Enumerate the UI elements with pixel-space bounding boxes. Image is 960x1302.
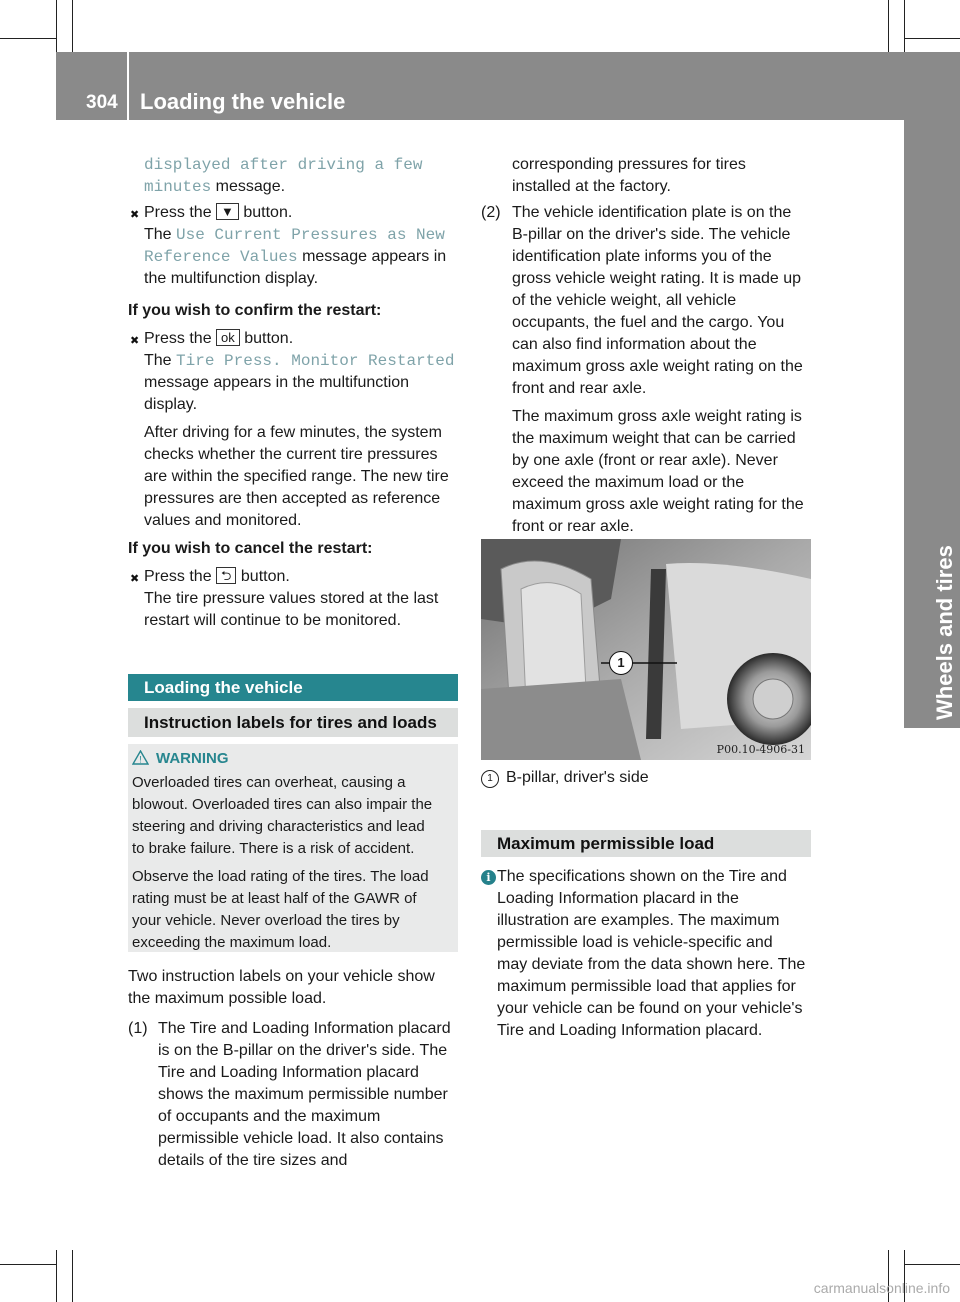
display-message: minutes <box>144 178 212 196</box>
confirm-heading: If you wish to confirm the restart: <box>128 302 382 319</box>
crop-mark <box>0 1264 56 1265</box>
crop-mark <box>56 0 57 52</box>
display-message: displayed after driving a few <box>144 156 423 174</box>
list-item: The Tire and Loading Information placard is on the B-pillar on the driver's side. The Tire and Loading Information placard shows the maximum permissible number of occupants and the maximum permissible vehicle load. It also contains details of the tire sizes and <box>158 1020 451 1169</box>
list-item-number: (2) <box>481 204 501 221</box>
crop-mark <box>72 0 73 52</box>
section-heading: Loading the vehicle <box>128 674 458 701</box>
crop-mark <box>904 0 905 52</box>
step-arrow-icon: ✖ <box>130 209 140 221</box>
cancel-heading: If you wish to cancel the restart: <box>128 540 373 557</box>
display-message: Tire Press. Monitor Restarted <box>176 352 455 370</box>
info-text: The specifications shown on the Tire and Loading Information placard in the illustration are examples. The maximum permissible load is vehicle-specific and may deviate from the data shown here. The maximum permissible load that applies for your vehicle can be found on your vehicle's Tire and Loading Information placard. <box>497 868 806 1039</box>
crop-mark <box>904 38 960 39</box>
page-title: Loading the vehicle <box>140 89 346 114</box>
subsection-heading: Instruction labels for tires and loads <box>128 708 458 737</box>
warning-triangle-icon <box>132 750 149 770</box>
step-new-reference: Press the ▼ button. The Use Current Pressures as New Reference Values message appears in the multifunction display. <box>144 204 447 287</box>
crop-mark <box>56 1250 57 1302</box>
continued-message: displayed after driving a few minutes message. <box>144 156 423 196</box>
subsection-heading: Maximum permissible load <box>481 830 811 857</box>
crop-mark <box>72 1250 73 1302</box>
page-number: 304 <box>86 92 118 113</box>
b-pillar-photo <box>481 539 811 760</box>
crop-mark <box>888 0 889 52</box>
list-item: The vehicle identification plate is on the B-pillar on the driver's side. The vehicle identification plate informs you of the gross vehicle weight rating. It is made up of the vehicle weight, all vehicle occupants, the fuel and the cargo. You can also find information about the maximum gross axle weight rating on the front and rear axle. The maximum gross axle weight rating is the maximum weight that can be carried by one axle (front or rear axle). Never exceed the maximum load or the maximum gross axle weight rating for the front or rear axle. <box>512 204 804 535</box>
down-button-icon: ▼ <box>216 203 239 220</box>
list-item-continued: corresponding pressures for tires installed at the factory. <box>512 156 746 195</box>
warning-text: Overloaded tires can overheat, causing a blowout. Overloaded tires can also impair the steering and driving characteristics and lead to brake failure. There is a risk of accident. Observe the load rating of the tires. The load rating must be at least half of the GAWR of your vehicle. Never overload the tires by exceeding the maximum load. <box>132 774 433 951</box>
photo-caption: B-pillar, driver's side <box>506 769 649 786</box>
labels-intro: Two instruction labels on your vehicle show the maximum possible load. <box>128 968 435 1007</box>
chapter-tab-label: Wheels and tires <box>932 545 957 720</box>
step-cancel: Press the ⮌ button. The tire pressure values stored at the last restart will continue to be monitored. <box>144 568 439 629</box>
svg-text:!: ! <box>139 754 142 765</box>
caption-marker: 1 <box>481 770 499 788</box>
watermark: carmanualsonline.info <box>813 1280 950 1296</box>
warning-box <box>128 744 458 952</box>
back-button-icon: ⮌ <box>216 567 236 584</box>
header-divider <box>127 52 129 120</box>
step-arrow-icon: ✖ <box>130 573 140 585</box>
info-icon: i <box>481 870 496 885</box>
warning-title: WARNING <box>156 750 229 767</box>
step-confirm: Press the ok button. The Tire Press. Monitor Restarted message appears in the multifunction display. After driving for a few minutes, the system checks whether the current tire pressures are within the specified range. The new tire pressures are then accepted as reference values and monitored. <box>144 330 455 529</box>
list-item-number: (1) <box>128 1020 148 1037</box>
display-message: Reference Values <box>144 248 298 266</box>
crop-mark <box>904 1264 960 1265</box>
step-arrow-icon: ✖ <box>130 335 140 347</box>
photo-callout: 1 <box>609 651 633 675</box>
ok-button-icon: ok <box>216 329 240 346</box>
crop-mark <box>0 38 56 39</box>
photo-code: P00.10-4906-31 <box>716 743 805 756</box>
display-message: Use Current Pressures as New <box>176 226 445 244</box>
